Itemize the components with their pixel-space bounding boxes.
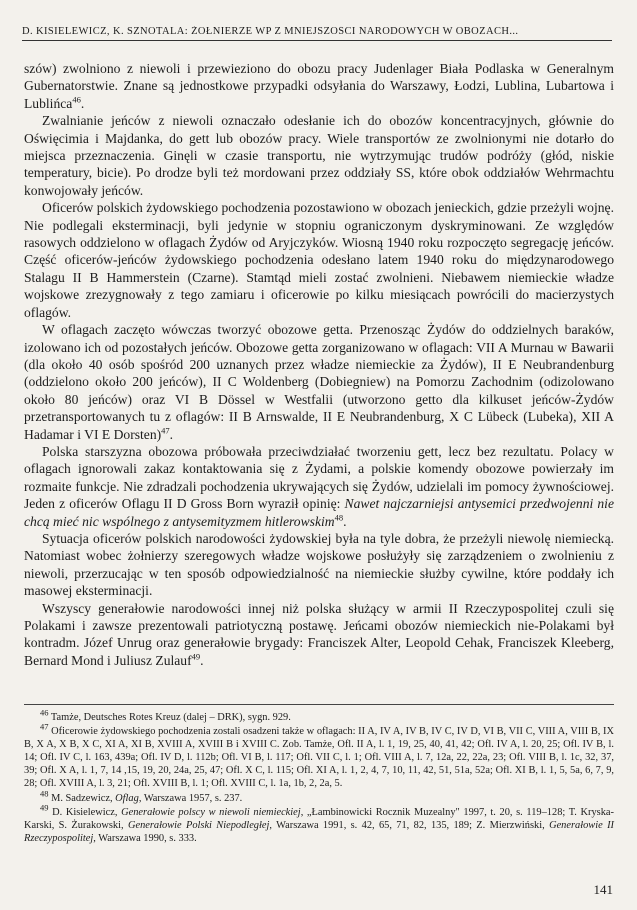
- footnote-ref: 47: [161, 425, 170, 435]
- footnotes: [24, 704, 614, 846]
- italic-text: Oflag: [115, 792, 139, 804]
- footnote: [24, 721, 614, 790]
- footnote-ref: 46: [40, 707, 49, 718]
- italic-text: Generałowie II Rzeczypospolitej: [24, 819, 615, 844]
- text-run: M. Sadzewicz,: [48, 792, 116, 804]
- paragraph: [24, 60, 614, 112]
- text-run: Oficerów polskich żydowskiego pochodzenia pozostawiono w obozach jenieckich, gdzie przeżyli wojnę. Nie podlegali eksterminacji, byli jedynie w stopniu ograniczonym dyskryminowani. Ze względów rasowych oddzielono w oflagach Żydów od Aryjczyków. Wiosną 1940 roku rozpoczęto segregację jeńców. Część oficerów-jeńców żydowskiego pochodzenia odesłano latem 1940 roku do międzynarodowego Stalagu II B Hammerstein (Czarne). Stamtąd mieli zostać zwolnieni. Niebawem niemieckie władze wojskowe zrezygnowały z tego zamiaru i oficerowie po kilku miesiącach powrócili do macierzystych oflagów.: [24, 200, 614, 320]
- paragraph: [24, 443, 614, 530]
- text-run: D. Kisielewicz,: [48, 806, 122, 818]
- text-run: Wszyscy generałowie narodowości innej niż polska służący w armii II Rzeczypospolitej czuli się Polakami i zawsze prezentowali patriotyczną postawę. Jeńcami obozów niemieckich nie-Polakami był kontradm. Józef Unrug oraz generałowie brygady: Franciszek Alter, Leopold Cehak, Franciszek Kleeberg, Bernard Mond i Juliusz Zulauf: [24, 600, 614, 668]
- italic-text: Nawet najczarniejsi antysemici przedwojenni nie chcą mieć nic wspólnego z antysemityzmem hitlerowskim: [24, 496, 614, 529]
- footnote-ref: 48: [334, 512, 344, 523]
- text-run: , Warszawa 1990, s. 333.: [93, 832, 197, 844]
- text-run: Sytuacja oficerów polskich narodowości żydowskiej była na tyle dobra, że przeżyli niewolę niemiecką. Natomiast wobec żołnierzy szeregowych władze wojskowe posłużyły się zarządzeniem o zwolnieniu z niewoli, przerzucając w ten sposób odpowiedzialność na niemieckie służby cywilne, które poddały ich masowej eksterminacji.: [24, 530, 614, 599]
- italic-text: Generałowie polscy w niewoli niemieckiej: [121, 806, 301, 818]
- text-run: .: [200, 652, 204, 668]
- footnote-ref: 48: [40, 788, 49, 799]
- footnote-ref: 49: [40, 802, 49, 813]
- text-run: , Warszawa 1991, s. 42, 65, 71, 82, 135, 189; Z. Mierzwiński,: [269, 819, 550, 831]
- text-run: .: [343, 513, 347, 529]
- paragraph: [24, 112, 614, 199]
- paragraph: [24, 530, 614, 600]
- italic-text: Generałowie Polski Niepodległej: [127, 819, 270, 831]
- text-run: .: [80, 95, 85, 111]
- main-text: [24, 60, 614, 669]
- footnote: [24, 802, 615, 845]
- page-number: 141: [593, 882, 613, 897]
- text-run: W oflagach zaczęto wówczas tworzyć obozowe getta. Przenosząc Żydów do oddzielnych baraków, izolowano ich od pozostałych jeńców. Obozowe getta zorganizowano w oflagach: VII A Murnau w Bawarii (dla około 40 osób spośród 200 uznanych przez władze niemieckie za Żydów), II E Neubrandenburg (oddzielono około 200 jeńców), II C Woldenberg (Dobiegniew) na Pomorzu Zachodnim (odizolowano około 80 jeńców) oraz VI B Dössel w Westfalii (utworzono getto dla kilkuset jeńców-Żydów przetransportowanych tu z oflagów: II B Arnswalde, II E Neubrandenburg, X C Lübeck (Lubeka), XII A Hadamar i VI E Dorsten): [24, 322, 614, 442]
- text-run: Tamże, Deutsches Rotes Kreuz (dalej – DRK), sygn. 929.: [48, 712, 291, 723]
- footnote: [24, 788, 614, 805]
- text-run: , Warszawa 1957, s. 237.: [138, 792, 243, 804]
- paragraph: [24, 600, 614, 670]
- running-header: D. KISIELEWICZ, K. SZNOTALA: ŻOŁNIERZE WP Z MNIEJSZOŚCI NARODOWYCH W OBOZACH...: [22, 26, 612, 41]
- footnote-ref: 49: [191, 651, 201, 662]
- text-run: .: [169, 426, 174, 442]
- paragraph: [24, 321, 614, 443]
- footnote: [24, 707, 614, 724]
- paragraph: [24, 199, 614, 321]
- footnote-ref: 47: [40, 721, 49, 732]
- footnote-ref: 46: [72, 94, 81, 105]
- text-run: , „Łambinowicki Rocznik Muzealny" 1997, t. 20, s. 119–128; T. Kryska-Karski, S. Żurakowski,: [24, 806, 614, 831]
- text-run: Zwalnianie jeńców z niewoli oznaczało odesłanie ich do obozów koncentracyjnych, głównie do Oświęcimia i Majdanka, do gett lub obozów pracy. Wiele transportów ze zwolnionymi nie dotarło do miejsca przeznaczenia. Ginęli w czasie transportu, nie wytrzymując trudów podróży (głód, niskie temperatury, bicie). Po drodze byli też mordowani przez oddziały SS, które obok oddziałów Wehrmachtu konwojowały jeńców.: [24, 113, 614, 198]
- text-run: szów) zwolniono z niewoli i przewieziono do obozu pracy Judenlager Biała Podlaska w Generalnym Gubernatorstwie. Znane są jednostkowe przypadki odsyłania do Warszawy, Łodzi, Lublina, Lubartowa i Lublińca: [24, 61, 614, 111]
- text-run: Polska starszyzna obozowa próbowała przeciwdziałać tworzeniu gett, lecz bez rezultatu. Polacy w oflagach ignorowali zakaz kontaktowania się z Żydami, a polskie komendy obozowe powierzały im rozmaite funkcje. Nie zdradzali pochodzenia ukrywających się Żydów, udzielali im pomocy żywnościowej. Jeden z oficerów Oflagu II D Gross Born wyraził opinię:: [24, 443, 614, 512]
- text-run: Oficerowie żydowskiego pochodzenia zostali osadzeni także w oflagach: II A, IV A, IV B, IV C, IV D, VI B, VII C, VIII A, VIII B, IX B, X A, X B, X C, XI A, XI B, XVIII A, XVIII B i XVIII C. Zob. Tamże, Ofl. II A, l. 1, 19, 25, 40, 41, 42; Ofl. IV A, l. 20, 25; Ofl. IV B, l. 14; Ofl. IV C, l. 163, 439a; Ofl. IV D, l. 112b; Ofl. VI B, l. 117; Ofl. VII C, l. 1; Ofl. VIII A, l. 7, 12a, 22, 22a, 23; Ofl. VIII B, l. 1c, 32, 37, 39; Ofl. X A, l. 1, 7, 14 ,15, 19, 20, 24a, 25, 47; Ofl. X C, l. 115; Ofl. XI A, l. 1, 2, 4, 7, 10, 11, 42, 51, 51a, 52a; Ofl. XI B, l. 1, 5, 5a, 6, 7, 9, 28; Ofl. XVIII A, l. 3, 21; Ofl. XVIII B, l. 1; Ofl. XVIII C, l. 1a, 1b, 2, 2a, 5.: [24, 726, 614, 790]
